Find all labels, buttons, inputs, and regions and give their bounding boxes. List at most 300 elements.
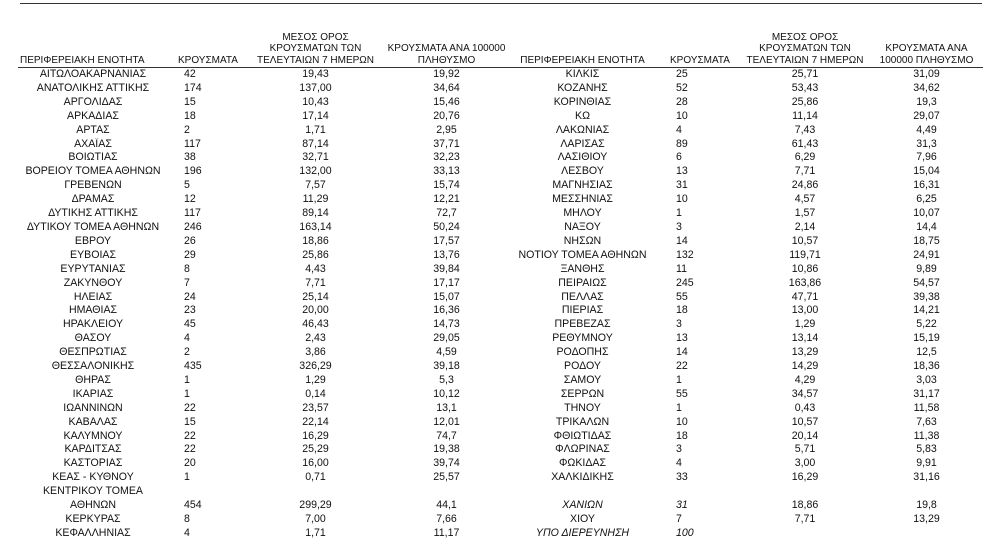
- per100k-value: 17,57: [433, 234, 460, 247]
- avg7-value: 17,14: [302, 109, 329, 122]
- cases-value: 245: [676, 276, 694, 289]
- avg7-value: 24,86: [791, 179, 819, 192]
- cases-value: 45: [184, 318, 196, 331]
- region-name: ΚΩ: [575, 109, 590, 122]
- cases-value: 33: [676, 471, 688, 484]
- region-name: ΖΑΚΥΝΘΟΥ: [63, 276, 123, 289]
- avg7-value: 25,14: [302, 290, 329, 303]
- avg7-value: 13,29: [791, 346, 819, 359]
- cases-value: 18: [676, 429, 688, 442]
- avg7-value: 23,57: [302, 401, 329, 414]
- region-name: ΑΝΑΤΟΛΙΚΗΣ ΑΤΤΙΚΗΣ: [36, 81, 150, 94]
- table-row: [18, 82, 510, 96]
- table-row: [18, 471, 510, 485]
- per100k-value: 7,66: [436, 513, 457, 525]
- table-row: [18, 443, 510, 457]
- cases-value: 22: [184, 429, 196, 442]
- per100k-value: 12,21: [433, 193, 460, 206]
- region-name: ΜΗΛΟΥ: [563, 207, 602, 220]
- region-name: ΘΗΡΑΣ: [75, 373, 111, 386]
- per100k-value: 14,21: [913, 304, 940, 317]
- per100k-value: 5,3: [439, 373, 454, 386]
- region-name: ΚΑΣΤΟΡΙΑΣ: [63, 457, 123, 470]
- region-name: ΠΡΕΒΕΖΑΣ: [554, 318, 611, 331]
- per100k-value: 17,17: [433, 276, 460, 289]
- table-row: [505, 402, 983, 416]
- region-name: ΚΟΡΙΝΘΙΑΣ: [553, 95, 612, 108]
- table-row: [18, 513, 510, 527]
- region-name: ΕΥΒΟΙΑΣ: [70, 248, 116, 261]
- table-row: [18, 277, 510, 291]
- cases-value: 4: [676, 457, 682, 470]
- header-per100k: ΚΡΟΥΣΜΑΤΑ ΑΝΑ 100000 ΠΛΗΘΥΣΜΟ: [870, 26, 983, 68]
- region-name: ΚΑΛΥΜΝΟΥ: [63, 429, 123, 442]
- table-row: [505, 457, 983, 471]
- avg7-value: 10,86: [791, 262, 819, 275]
- cases-value: 132: [676, 248, 694, 261]
- avg7-value: 25,29: [302, 443, 329, 456]
- avg7-value: 25,71: [791, 68, 819, 80]
- per100k-value: 19,8: [916, 499, 937, 512]
- cases-value: 18: [184, 109, 196, 122]
- region-name: ΜΕΣΣΗΝΙΑΣ: [552, 193, 613, 206]
- avg7-value: 7,71: [794, 165, 816, 178]
- avg7-value: 32,71: [302, 151, 329, 164]
- region-name: ΠΕΙΡΑΙΩΣ: [558, 276, 607, 289]
- region-name: ΚΙΛΚΙΣ: [565, 68, 600, 80]
- avg7-value: 326,29: [299, 360, 332, 373]
- cases-value: 196: [184, 165, 202, 178]
- table-row: [18, 138, 510, 152]
- per100k-value: 12,01: [433, 415, 460, 428]
- per100k-value: 10,12: [433, 387, 460, 400]
- cases-value: 2: [184, 123, 190, 136]
- region-name: ΛΑΣΙΘΙΟΥ: [557, 151, 608, 164]
- cases-value: 26: [184, 234, 196, 247]
- cases-value: 31: [676, 179, 688, 192]
- avg7-value: 0,14: [305, 387, 326, 400]
- cases-value: 117: [184, 207, 201, 220]
- cases-value: 117: [184, 137, 201, 150]
- region-name: ΑΡΤΑΣ: [76, 123, 110, 136]
- avg7-value: 16,29: [302, 429, 329, 442]
- avg7-value: 1,71: [305, 123, 326, 136]
- cases-value: 10: [676, 193, 688, 206]
- avg7-value: 7,71: [794, 512, 816, 525]
- region-name: ΜΑΓΝΗΣΙΑΣ: [552, 179, 613, 192]
- avg7-value: 18,86: [791, 499, 819, 512]
- avg7-value: 22,14: [302, 415, 329, 428]
- cases-value: 8: [184, 262, 190, 275]
- table-row: [18, 207, 510, 221]
- cases-value: 6: [676, 151, 682, 164]
- left-table-body: [18, 68, 510, 541]
- avg7-value: 4,29: [794, 373, 816, 386]
- avg7-value: 6,29: [794, 151, 816, 164]
- per100k-value: 39,74: [433, 457, 460, 470]
- region-name: ΣΑΜΟΥ: [563, 373, 602, 386]
- per100k-value: 12,5: [916, 346, 937, 359]
- cases-value: 52: [676, 81, 688, 94]
- region-name: ΘΕΣΣΑΛΟΝΙΚΗΣ: [51, 360, 135, 373]
- region-name: ΝΑΞΟΥ: [564, 220, 601, 233]
- per100k-value: 18,36: [913, 360, 940, 373]
- avg7-value: 7,43: [794, 123, 816, 136]
- table-row: [505, 388, 983, 402]
- per100k-value: 13,29: [913, 512, 940, 525]
- region-name: ΗΛΕΙΑΣ: [73, 290, 113, 303]
- table-row: [505, 443, 983, 457]
- table-row: [505, 430, 983, 444]
- region-name: ΚΕΡΚΥΡΑΣ: [65, 513, 121, 525]
- table-row: [505, 221, 983, 235]
- region-name: ΧΑΛΚΙΔΙΚΗΣ: [551, 471, 614, 484]
- cases-value: 1: [676, 207, 682, 220]
- avg7-value: 119,71: [789, 248, 821, 261]
- avg7-value: 10,57: [791, 415, 819, 428]
- header-per100k: ΚΡΟΥΣΜΑΤΑ ΑΝΑ 100000 ΠΛΗΘΥΣΜΟ: [383, 26, 510, 68]
- avg7-value: 25,86: [791, 95, 819, 108]
- avg7-value: 16,29: [791, 471, 819, 484]
- per100k-value: 14,4: [916, 220, 937, 233]
- right-table-body: [505, 68, 983, 541]
- cases-value: 20: [184, 457, 196, 470]
- table-row: [505, 96, 983, 110]
- region-name: ΣΕΡΡΩΝ: [560, 387, 605, 400]
- cases-value: 1: [676, 401, 682, 414]
- avg7-value: 46,43: [302, 318, 329, 331]
- cases-value: 3: [676, 318, 682, 331]
- region-name: ΔΡΑΜΑΣ: [71, 193, 115, 206]
- per100k-value: 31,17: [913, 387, 940, 400]
- avg7-value: 87,14: [302, 137, 329, 150]
- table-row: [18, 388, 510, 402]
- region-name: ΡΟΔΟΠΗΣ: [556, 346, 609, 359]
- per100k-value: 15,46: [433, 95, 460, 108]
- cases-value: 14: [676, 234, 688, 247]
- cases-value: 25: [676, 68, 688, 80]
- cases-value: 10: [676, 415, 688, 428]
- avg7-value: 163,86: [788, 276, 822, 289]
- avg7-value: 7,00: [305, 513, 326, 525]
- region-name: ΙΩΑΝΝΙΝΩΝ: [63, 401, 123, 414]
- avg7-value: 3,86: [305, 346, 326, 359]
- cases-value: 174: [184, 81, 202, 94]
- region-name: ΛΕΣΒΟΥ: [561, 165, 604, 178]
- per100k-value: 29,05: [433, 332, 460, 345]
- cases-value: 11: [676, 262, 687, 275]
- region-name: ΗΡΑΚΛΕΙΟΥ: [62, 318, 124, 331]
- per100k-value: 3,03: [916, 373, 937, 386]
- left-cases-table: [18, 26, 510, 541]
- table-row: [18, 179, 510, 193]
- region-name: ΔΥΤΙΚΗΣ ΑΤΤΙΚΗΣ: [48, 207, 138, 220]
- avg7-value: 1,29: [794, 318, 816, 331]
- avg7-value: 299,29: [299, 499, 332, 512]
- per100k-value: 39,38: [913, 290, 940, 303]
- cases-value: 3: [676, 443, 682, 456]
- per100k-value: 44,1: [436, 499, 457, 512]
- table-row: [18, 527, 510, 541]
- table-row: [18, 485, 510, 499]
- region-name: ΛΑΡΙΣΑΣ: [560, 137, 605, 150]
- per100k-value: 29,07: [913, 109, 940, 122]
- region-name-line2: ΑΘΗΝΩΝ: [70, 499, 116, 512]
- per100k-value: 5,83: [916, 443, 937, 456]
- per100k-value: 31,3: [916, 137, 937, 150]
- avg7-value: 18,86: [302, 234, 329, 247]
- header-avg7: ΜΕΣΟΣ ΟΡΟΣ ΚΡΟΥΣΜΑΤΩΝ ΤΩΝ ΤΕΛΕΥΤΑΙΩΝ 7 ΗΜΕΡΩΝ: [248, 26, 383, 68]
- cases-value: 454: [184, 499, 202, 512]
- table-row: [18, 318, 510, 332]
- table-row: [505, 291, 983, 305]
- region-name: ΧΑΝΙΩΝ: [562, 499, 603, 512]
- spacer-row: [505, 485, 983, 499]
- region-name: ΦΛΩΡΙΝΑΣ: [555, 443, 610, 456]
- per100k-value: 4,59: [436, 346, 457, 359]
- cases-value: 42: [184, 68, 196, 80]
- cases-value: 28: [676, 95, 688, 108]
- cases-value: 22: [184, 443, 196, 456]
- avg7-value: 10,43: [302, 95, 329, 108]
- per100k-value: 54,57: [913, 276, 940, 289]
- avg7-value: 11,29: [302, 193, 329, 206]
- per100k-value: 18,75: [913, 234, 940, 247]
- avg7-value: 0,71: [305, 471, 326, 484]
- per100k-value: 31,09: [913, 68, 940, 80]
- per100k-value: 11,58: [913, 401, 940, 414]
- region-name: ΞΑΝΘΗΣ: [560, 262, 605, 275]
- top-rule: [20, 3, 982, 4]
- header-cases: ΚΡΟΥΣΜΑΤΑ: [660, 26, 740, 68]
- cases-value: 12: [184, 193, 196, 206]
- per100k-value: 72,7: [436, 207, 457, 220]
- region-name: ΘΑΣΟΥ: [74, 332, 112, 345]
- region-name: ΡΟΔΟΥ: [564, 360, 601, 373]
- cases-value: 4: [676, 123, 682, 136]
- per100k-value: 9,89: [916, 262, 937, 275]
- avg7-value: 3,00: [794, 457, 816, 470]
- region-name: ΠΕΛΛΑΣ: [561, 290, 604, 303]
- avg7-value: 13,00: [791, 304, 819, 317]
- cases-value: 13: [676, 332, 688, 345]
- table-row: [505, 249, 983, 263]
- cases-value: 18: [676, 304, 688, 317]
- per100k-value: 7,96: [916, 151, 937, 164]
- per100k-value: 34,62: [913, 81, 940, 94]
- avg7-value: 10,57: [791, 234, 819, 247]
- cases-value: 1: [184, 387, 190, 400]
- header-region: ΠΕΡΙΦΕΡΕΙΑΚΗ ΕΝΟΤΗΤΑ: [505, 26, 660, 68]
- table-row: [505, 374, 983, 388]
- table-row: [18, 499, 510, 513]
- region-name: ΧΙΟΥ: [570, 512, 595, 525]
- avg7-value: 132,00: [299, 165, 332, 178]
- table-row: [18, 151, 510, 165]
- per100k-value: 74,7: [436, 429, 457, 442]
- cases-value: 435: [184, 360, 202, 373]
- table-row: [18, 291, 510, 305]
- per100k-value: 10,07: [913, 207, 940, 220]
- table-row: [505, 416, 983, 430]
- cases-value: 31: [676, 499, 688, 512]
- per100k-value: 15,19: [913, 332, 940, 345]
- per100k-value: [870, 527, 983, 541]
- cases-value: 2: [184, 346, 190, 359]
- per100k-value: 20,76: [433, 109, 460, 122]
- cases-value: 55: [676, 290, 688, 303]
- cases-value: 24: [184, 290, 196, 303]
- avg7-value: 11,14: [792, 109, 818, 122]
- region-name: ΥΠΟ ΔΙΕΡΕΥΝΗΣΗ: [535, 526, 630, 539]
- cases-value: 22: [676, 360, 688, 373]
- avg7-value: 61,43: [791, 137, 819, 150]
- avg7-value: 13,14: [791, 332, 819, 345]
- table-row: [18, 416, 510, 430]
- region-name: ΚΕΦΑΛΛΗΝΙΑΣ: [55, 526, 131, 539]
- cases-value: 13: [676, 165, 688, 178]
- avg7-value: [740, 527, 870, 541]
- table-row: [505, 471, 983, 485]
- per100k-value: 14,73: [433, 318, 460, 331]
- region-name: ΑΧΑΪΑΣ: [74, 137, 112, 150]
- cases-value: 1: [184, 471, 190, 484]
- per100k-value: 19,3: [916, 95, 937, 108]
- table-row: [505, 346, 983, 360]
- table-row: [505, 138, 983, 152]
- per100k-value: 50,24: [433, 220, 460, 233]
- avg7-value: 1,71: [305, 526, 326, 539]
- cases-value: 14: [676, 346, 688, 359]
- per100k-value: 16,36: [433, 304, 460, 317]
- table-row: [18, 221, 510, 235]
- per100k-value: 37,71: [433, 137, 460, 150]
- header-region: ΠΕΡΙΦΕΡΕΙΑΚΗ ΕΝΟΤΗΤΑ: [18, 26, 168, 68]
- table-row: [18, 430, 510, 444]
- per100k-value: 5,22: [916, 318, 937, 331]
- region-name: ΗΜΑΘΙΑΣ: [68, 304, 118, 317]
- table-row: [18, 68, 510, 82]
- per100k-value: 13,76: [433, 248, 460, 261]
- per100k-value: 7,63: [916, 415, 937, 428]
- per100k-value: 31,16: [913, 471, 940, 484]
- avg7-value: 89,14: [302, 207, 329, 220]
- cases-value: 89: [676, 137, 688, 150]
- cases-value: 246: [184, 220, 202, 233]
- cases-value: 10: [676, 109, 688, 122]
- per100k-value: 2,95: [436, 123, 457, 136]
- header-avg7: ΜΕΣΟΣ ΟΡΟΣ ΚΡΟΥΣΜΑΤΩΝ ΤΩΝ ΤΕΛΕΥΤΑΙΩΝ 7 ΗΜΕΡΩΝ: [740, 26, 870, 68]
- table-row: [505, 513, 983, 527]
- table-row: [505, 499, 983, 513]
- cases-value: 1: [184, 373, 190, 386]
- region-name: ΙΚΑΡΙΑΣ: [72, 387, 114, 400]
- region-name: ΔΥΤΙΚΟΥ ΤΟΜΕΑ ΑΘΗΝΩΝ: [26, 220, 160, 233]
- table-row: [505, 82, 983, 96]
- table-row: [18, 235, 510, 249]
- per100k-value: 19,38: [433, 443, 460, 456]
- cases-value: 3: [676, 220, 682, 233]
- region-name: ΤΡΙΚΑΛΩΝ: [555, 415, 610, 428]
- avg7-value: 137,00: [299, 81, 332, 94]
- avg7-value: 16,00: [302, 457, 329, 470]
- table-row: [18, 263, 510, 277]
- cases-value: 23: [184, 304, 196, 317]
- per100k-value: 11,17: [433, 526, 460, 539]
- avg7-value: 163,14: [299, 220, 332, 233]
- cases-value: 7: [676, 512, 682, 525]
- table-row: [18, 374, 510, 388]
- table-row: [505, 207, 983, 221]
- per100k-value: 39,18: [433, 360, 460, 373]
- per100k-value: 11,38: [913, 429, 940, 442]
- region-name: ΘΕΣΠΡΩΤΙΑΣ: [59, 346, 127, 359]
- avg7-value: 34,57: [791, 387, 819, 400]
- region-name: ΑΡΓΟΛΙΔΑΣ: [63, 95, 123, 108]
- region-name: ΒΟΡΕΙΟΥ ΤΟΜΕΑ ΑΘΗΝΩΝ: [25, 165, 161, 178]
- table-row: [505, 193, 983, 207]
- table-row: [505, 165, 983, 179]
- header-cases: ΚΡΟΥΣΜΑΤΑ: [168, 26, 248, 68]
- cases-value: 29: [184, 248, 196, 261]
- region-name: ΦΩΚΙΔΑΣ: [558, 457, 607, 470]
- table-row: [18, 402, 510, 416]
- avg7-value: 20,00: [302, 304, 329, 317]
- avg7-value: 53,43: [791, 81, 819, 94]
- cases-value: 55: [676, 387, 688, 400]
- avg7-value: 7,57: [305, 179, 326, 192]
- avg7-value: 4,43: [305, 262, 326, 275]
- per100k-value: 24,91: [913, 248, 940, 261]
- cases-value: 15: [184, 95, 196, 108]
- region-name: ΦΘΙΩΤΙΔΑΣ: [553, 429, 612, 442]
- cases-value: 100: [676, 526, 694, 539]
- right-header-row: [505, 26, 983, 68]
- table-row: [18, 457, 510, 471]
- table-row: [18, 360, 510, 374]
- per100k-value: 16,31: [913, 179, 940, 192]
- region-name: ΓΡΕΒΕΝΩΝ: [64, 179, 122, 192]
- per100k-value: 13,1: [436, 401, 457, 414]
- table-row: [505, 179, 983, 193]
- table-row: [18, 165, 510, 179]
- table-row: [18, 346, 510, 360]
- table-row: [505, 68, 983, 82]
- region-name: ΛΑΚΩΝΙΑΣ: [555, 123, 610, 136]
- table-row: [18, 193, 510, 207]
- avg7-value: 5,71: [794, 443, 816, 456]
- region-name: ΚΕΑΣ - ΚΥΘΝΟΥ: [52, 471, 134, 484]
- table-row: [18, 110, 510, 124]
- per100k-value: 32,23: [433, 151, 460, 164]
- cases-value: 1: [676, 373, 682, 386]
- table-row: [505, 304, 983, 318]
- region-name: ΝΗΣΩΝ: [563, 234, 602, 247]
- avg7-value: 4,57: [794, 193, 816, 206]
- table-row: [505, 151, 983, 165]
- region-name: ΚΑΒΑΛΑΣ: [68, 415, 118, 428]
- table-row: [505, 332, 983, 346]
- table-row: [18, 249, 510, 263]
- region-name: ΚΑΡΔΙΤΣΑΣ: [64, 443, 122, 456]
- table-row: [505, 277, 983, 291]
- avg7-value: 1,29: [305, 373, 326, 386]
- cases-value: 4: [184, 332, 190, 345]
- table-row: [18, 96, 510, 110]
- avg7-value: 1,57: [794, 207, 816, 220]
- per100k-value: 25,57: [433, 471, 460, 484]
- avg7-value: 20,14: [791, 429, 819, 442]
